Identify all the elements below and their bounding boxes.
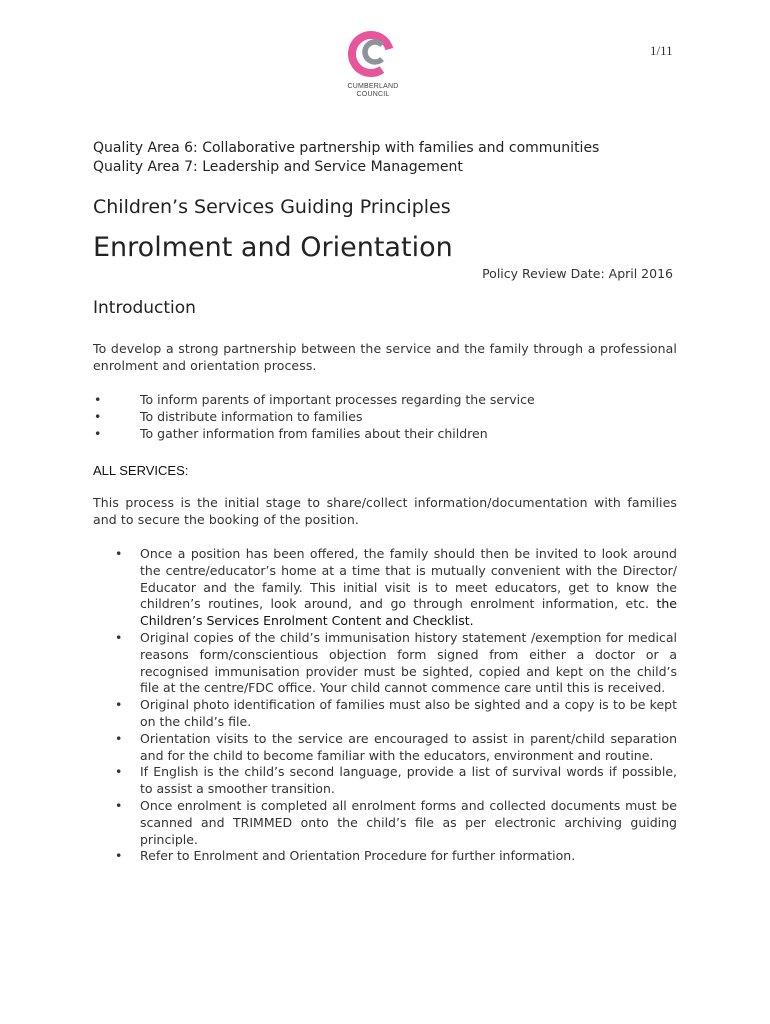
introduction-paragraph: To develop a strong partnership between the service and the family through a professional enrolment and orientation process. xyxy=(93,341,677,373)
list-item: • To inform parents of important processes regarding the service xyxy=(94,392,535,407)
list-item: • Original photo identification of families must also be sighted and a copy is to be kept on the child’s file. xyxy=(115,697,677,729)
checklist-reference: the Children’s Services Enrolment Content and Checklist. xyxy=(140,596,677,629)
list-item: • To distribute information to families xyxy=(94,409,363,424)
list-item: • Refer to Enrolment and Orientation Procedure for further information. xyxy=(115,848,576,864)
bullet-icon: • xyxy=(94,409,102,424)
quality-area-6: Quality Area 6: Collaborative partnership with families and communities xyxy=(93,140,600,156)
logo-text-line1: CUMBERLAND xyxy=(347,83,399,90)
logo-mark-icon xyxy=(348,28,398,80)
bullet-icon: • xyxy=(115,764,123,780)
logo-text-line2: COUNCIL xyxy=(356,91,390,98)
quality-areas xyxy=(93,139,599,177)
policy-review-date: Policy Review Date: April 2016 xyxy=(482,266,673,281)
cumberland-council-logo xyxy=(338,28,408,99)
all-services-bullet-list xyxy=(113,546,677,865)
list-item: • Orientation visits to the service are encouraged to assist in parent/child separation and for the child to become familiar with the educators, environment and routine. xyxy=(115,730,677,763)
document-title: Enrolment and Orientation xyxy=(93,232,453,263)
page-number: 1/11 xyxy=(650,43,673,58)
bullet-icon: • xyxy=(115,730,123,746)
list-item: • Once enrolment is completed all enrolment forms and collected documents must be scanned and TRIMMED onto the child’s file as per electronic archiving guiding principle. xyxy=(115,797,677,847)
list-item: • If English is the child’s second language, provide a list of survival words if possible, to assist a smoother transition. xyxy=(115,764,677,797)
bullet-icon: • xyxy=(115,797,123,813)
bullet-icon: • xyxy=(94,392,102,407)
bullet-icon: • xyxy=(115,629,123,645)
quality-area-7: Quality Area 7: Leadership and Service Management xyxy=(93,159,463,175)
list-item: • Once a position has been offered, the family should then be invited to look around the centre/educator’s home at a time that is mutually convenient with the Director/ Educator and the family. This initial visit is to meet educators, get to know the children’s routines, look around, and go through enrolment information, etc. the Children’s Services Enrolment Content and Checklist. xyxy=(115,546,677,629)
list-item: • Original copies of the child’s immunisation history statement /exemption for medical reasons form/conscientious objection form signed from either a doctor or a recognised immunisation provider must be sighted, copied and kept on the child’s file at the centre/FDC office. Your child cannot commence care until this is received. xyxy=(115,629,677,696)
bullet-icon: • xyxy=(115,697,123,713)
all-services-heading: ALL SERVICES: xyxy=(93,463,189,478)
introduction-heading: Introduction xyxy=(93,298,196,318)
list-item: • To gather information from families about their children xyxy=(94,426,488,441)
introduction-bullet-list xyxy=(93,391,677,442)
bullet-icon: • xyxy=(115,848,123,864)
bullet-icon: • xyxy=(94,426,102,441)
guiding-principles-heading: Children’s Services Guiding Principles xyxy=(93,196,451,218)
bullet-icon: • xyxy=(115,546,123,561)
all-services-paragraph: This process is the initial stage to share/collect information/documentation with families and to secure the booking of the position. xyxy=(93,495,677,527)
